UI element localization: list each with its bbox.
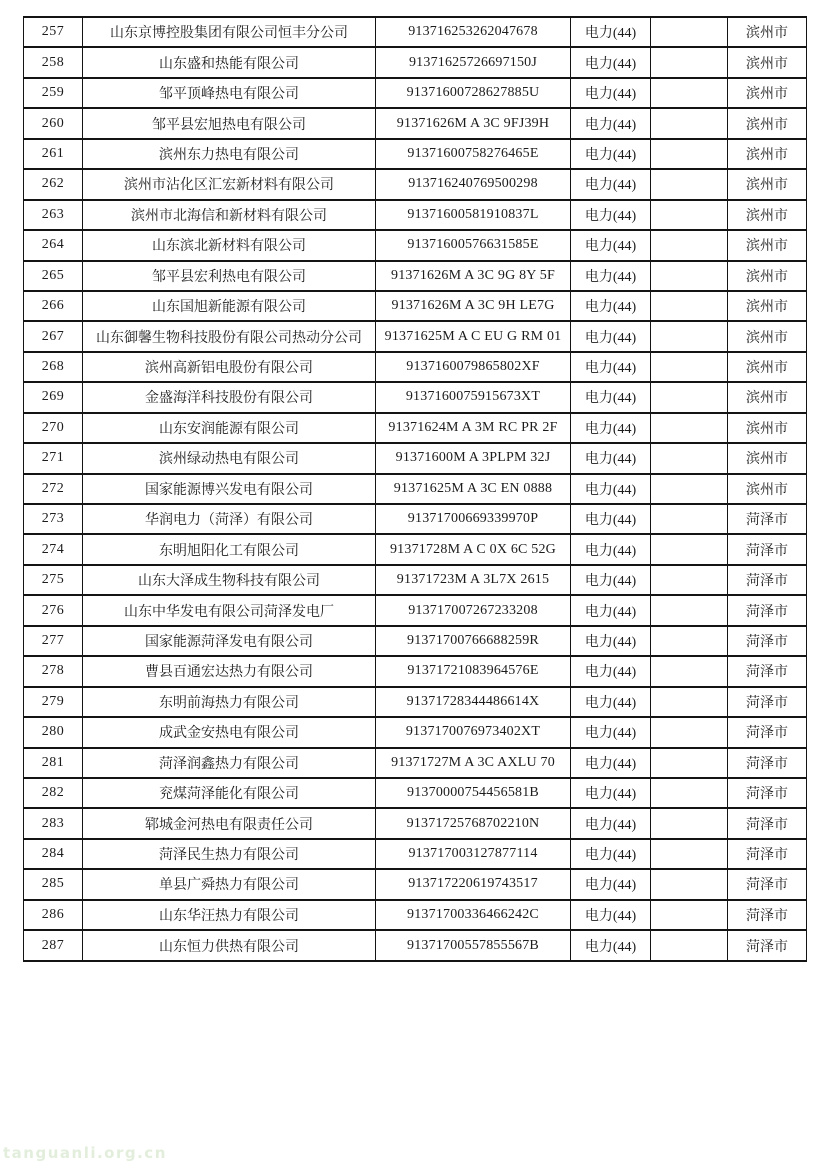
- cell-credit-code: 913717003127877114: [376, 839, 571, 869]
- cell-row-no: 285: [24, 869, 83, 899]
- cell-category: 电力(44): [571, 17, 651, 47]
- cell-company-name: 山东中华发电有限公司菏泽发电厂: [83, 595, 376, 625]
- cell-credit-code: 91371728344486614X: [376, 687, 571, 717]
- table-row: [24, 474, 807, 504]
- cell-city: 滨州市: [728, 139, 807, 169]
- cell-company-name: 滨州东力热电有限公司: [83, 139, 376, 169]
- cell-blank: [651, 200, 728, 230]
- cell-company-name: 东明旭阳化工有限公司: [83, 534, 376, 564]
- cell-city: 滨州市: [728, 413, 807, 443]
- cell-credit-code: 91371600581910837L: [376, 200, 571, 230]
- cell-category: 电力(44): [571, 534, 651, 564]
- cell-blank: [651, 474, 728, 504]
- cell-credit-code: 913716253262047678: [376, 17, 571, 47]
- cell-city: 菏泽市: [728, 717, 807, 747]
- table-row: [24, 352, 807, 382]
- cell-row-no: 263: [24, 200, 83, 230]
- cell-credit-code: 91371700336466242C: [376, 900, 571, 930]
- cell-row-no: 274: [24, 534, 83, 564]
- cell-category: 电力(44): [571, 78, 651, 108]
- table-row: [24, 413, 807, 443]
- cell-city: 滨州市: [728, 443, 807, 473]
- cell-blank: [651, 108, 728, 138]
- cell-city: 菏泽市: [728, 504, 807, 534]
- cell-blank: [651, 656, 728, 686]
- cell-city: 滨州市: [728, 17, 807, 47]
- cell-company-name: 菏泽润鑫热力有限公司: [83, 748, 376, 778]
- cell-city: 菏泽市: [728, 626, 807, 656]
- cell-category: 电力(44): [571, 200, 651, 230]
- cell-credit-code: 91371625726697150J: [376, 47, 571, 77]
- cell-city: 菏泽市: [728, 900, 807, 930]
- table-row: [24, 200, 807, 230]
- cell-company-name: 山东国旭新能源有限公司: [83, 291, 376, 321]
- company-table: [23, 16, 807, 962]
- cell-blank: [651, 382, 728, 412]
- cell-company-name: 邹平顶峰热电有限公司: [83, 78, 376, 108]
- cell-company-name: 滨州市北海信和新材料有限公司: [83, 200, 376, 230]
- cell-category: 电力(44): [571, 504, 651, 534]
- cell-credit-code: 9137160075915673XT: [376, 382, 571, 412]
- cell-row-no: 276: [24, 595, 83, 625]
- cell-city: 滨州市: [728, 108, 807, 138]
- cell-credit-code: 91371625M A 3C EN 0888: [376, 474, 571, 504]
- cell-row-no: 266: [24, 291, 83, 321]
- cell-city: 滨州市: [728, 382, 807, 412]
- cell-blank: [651, 78, 728, 108]
- cell-blank: [651, 291, 728, 321]
- cell-city: 菏泽市: [728, 839, 807, 869]
- cell-blank: [651, 17, 728, 47]
- cell-category: 电力(44): [571, 321, 651, 351]
- table-row: [24, 78, 807, 108]
- cell-company-name: 山东大泽成生物科技有限公司: [83, 565, 376, 595]
- cell-category: 电力(44): [571, 352, 651, 382]
- cell-blank: [651, 687, 728, 717]
- cell-company-name: 华润电力（菏泽）有限公司: [83, 504, 376, 534]
- table-row: [24, 261, 807, 291]
- cell-category: 电力(44): [571, 565, 651, 595]
- table-row: [24, 321, 807, 351]
- cell-city: 滨州市: [728, 321, 807, 351]
- cell-row-no: 279: [24, 687, 83, 717]
- cell-category: 电力(44): [571, 291, 651, 321]
- cell-city: 菏泽市: [728, 687, 807, 717]
- cell-company-name: 滨州市沾化区汇宏新材料有限公司: [83, 169, 376, 199]
- cell-row-no: 286: [24, 900, 83, 930]
- cell-row-no: 269: [24, 382, 83, 412]
- cell-company-name: 成武金安热电有限公司: [83, 717, 376, 747]
- cell-blank: [651, 352, 728, 382]
- cell-row-no: 270: [24, 413, 83, 443]
- cell-blank: [651, 930, 728, 961]
- cell-credit-code: 91371600728627885U: [376, 78, 571, 108]
- cell-credit-code: 91371600758276465E: [376, 139, 571, 169]
- cell-credit-code: 91371700766688259R: [376, 626, 571, 656]
- cell-company-name: 山东滨北新材料有限公司: [83, 230, 376, 260]
- cell-company-name: 国家能源博兴发电有限公司: [83, 474, 376, 504]
- cell-blank: [651, 900, 728, 930]
- table-row: [24, 169, 807, 199]
- cell-city: 滨州市: [728, 474, 807, 504]
- cell-city: 滨州市: [728, 47, 807, 77]
- cell-city: 滨州市: [728, 352, 807, 382]
- cell-credit-code: 913717220619743517: [376, 869, 571, 899]
- cell-credit-code: 91371626M A 3C 9G 8Y 5F: [376, 261, 571, 291]
- cell-city: 滨州市: [728, 169, 807, 199]
- cell-row-no: 277: [24, 626, 83, 656]
- table-row: [24, 808, 807, 838]
- cell-credit-code: 91371725768702210N: [376, 808, 571, 838]
- company-table-body: [24, 17, 807, 961]
- cell-credit-code: 9137160079865802XF: [376, 352, 571, 382]
- cell-category: 电力(44): [571, 443, 651, 473]
- table-row: [24, 778, 807, 808]
- table-row: [24, 900, 807, 930]
- table-row: [24, 17, 807, 47]
- cell-category: 电力(44): [571, 169, 651, 199]
- cell-row-no: 273: [24, 504, 83, 534]
- cell-credit-code: 91371727M A 3C AXLU 70: [376, 748, 571, 778]
- cell-blank: [651, 778, 728, 808]
- cell-row-no: 282: [24, 778, 83, 808]
- cell-city: 菏泽市: [728, 930, 807, 961]
- cell-company-name: 山东恒力供热有限公司: [83, 930, 376, 961]
- cell-company-name: 郓城金河热电有限责任公司: [83, 808, 376, 838]
- cell-category: 电力(44): [571, 869, 651, 899]
- cell-city: 菏泽市: [728, 534, 807, 564]
- cell-credit-code: 91371600576631585E: [376, 230, 571, 260]
- table-row: [24, 839, 807, 869]
- cell-city: 滨州市: [728, 261, 807, 291]
- table-row: [24, 717, 807, 747]
- cell-blank: [651, 321, 728, 351]
- cell-credit-code: 91371625M A C EU G RM 01: [376, 321, 571, 351]
- cell-row-no: 264: [24, 230, 83, 260]
- cell-blank: [651, 230, 728, 260]
- cell-credit-code: 91371721083964576E: [376, 656, 571, 686]
- cell-row-no: 287: [24, 930, 83, 961]
- cell-row-no: 281: [24, 748, 83, 778]
- cell-category: 电力(44): [571, 382, 651, 412]
- cell-row-no: 257: [24, 17, 83, 47]
- cell-company-name: 山东京博控股集团有限公司恒丰分公司: [83, 17, 376, 47]
- cell-blank: [651, 869, 728, 899]
- cell-row-no: 260: [24, 108, 83, 138]
- cell-blank: [651, 413, 728, 443]
- table-row: [24, 291, 807, 321]
- table-row: [24, 565, 807, 595]
- cell-blank: [651, 565, 728, 595]
- cell-company-name: 菏泽民生热力有限公司: [83, 839, 376, 869]
- cell-city: 菏泽市: [728, 869, 807, 899]
- cell-category: 电力(44): [571, 230, 651, 260]
- cell-category: 电力(44): [571, 717, 651, 747]
- cell-row-no: 275: [24, 565, 83, 595]
- cell-blank: [651, 504, 728, 534]
- cell-company-name: 山东安润能源有限公司: [83, 413, 376, 443]
- cell-blank: [651, 443, 728, 473]
- cell-row-no: 261: [24, 139, 83, 169]
- cell-category: 电力(44): [571, 474, 651, 504]
- cell-credit-code: 91371700669339970P: [376, 504, 571, 534]
- cell-category: 电力(44): [571, 808, 651, 838]
- cell-company-name: 山东御馨生物科技股份有限公司热动分公司: [83, 321, 376, 351]
- cell-category: 电力(44): [571, 413, 651, 443]
- cell-city: 菏泽市: [728, 565, 807, 595]
- cell-row-no: 258: [24, 47, 83, 77]
- table-row: [24, 382, 807, 412]
- cell-category: 电力(44): [571, 930, 651, 961]
- cell-blank: [651, 717, 728, 747]
- table-row: [24, 47, 807, 77]
- cell-category: 电力(44): [571, 687, 651, 717]
- cell-blank: [651, 534, 728, 564]
- cell-credit-code: 91371700557855567B: [376, 930, 571, 961]
- cell-credit-code: 91371723M A 3L7X 2615: [376, 565, 571, 595]
- cell-category: 电力(44): [571, 900, 651, 930]
- cell-blank: [651, 839, 728, 869]
- cell-category: 电力(44): [571, 47, 651, 77]
- cell-category: 电力(44): [571, 839, 651, 869]
- cell-city: 滨州市: [728, 291, 807, 321]
- watermark: tanguanli.org.cn: [3, 1144, 167, 1162]
- cell-credit-code: 91371626M A 3C 9FJ39H: [376, 108, 571, 138]
- cell-category: 电力(44): [571, 656, 651, 686]
- cell-city: 滨州市: [728, 78, 807, 108]
- table-row: [24, 748, 807, 778]
- cell-row-no: 268: [24, 352, 83, 382]
- table-row: [24, 443, 807, 473]
- cell-city: 菏泽市: [728, 656, 807, 686]
- cell-row-no: 280: [24, 717, 83, 747]
- cell-row-no: 272: [24, 474, 83, 504]
- cell-blank: [651, 808, 728, 838]
- cell-credit-code: 9137170076973402XT: [376, 717, 571, 747]
- cell-row-no: 265: [24, 261, 83, 291]
- cell-row-no: 259: [24, 78, 83, 108]
- table-row: [24, 930, 807, 961]
- table-row: [24, 869, 807, 899]
- cell-city: 菏泽市: [728, 808, 807, 838]
- cell-company-name: 山东盛和热能有限公司: [83, 47, 376, 77]
- cell-company-name: 曹县百通宏达热力有限公司: [83, 656, 376, 686]
- cell-blank: [651, 139, 728, 169]
- table-row: [24, 504, 807, 534]
- cell-city: 菏泽市: [728, 748, 807, 778]
- cell-row-no: 271: [24, 443, 83, 473]
- cell-credit-code: 91371624M A 3M RC PR 2F: [376, 413, 571, 443]
- cell-row-no: 262: [24, 169, 83, 199]
- cell-category: 电力(44): [571, 748, 651, 778]
- cell-city: 菏泽市: [728, 778, 807, 808]
- cell-category: 电力(44): [571, 139, 651, 169]
- cell-company-name: 兖煤菏泽能化有限公司: [83, 778, 376, 808]
- cell-blank: [651, 595, 728, 625]
- cell-company-name: 山东华汪热力有限公司: [83, 900, 376, 930]
- cell-row-no: 278: [24, 656, 83, 686]
- cell-category: 电力(44): [571, 108, 651, 138]
- cell-credit-code: 91371600M A 3PLPM 32J: [376, 443, 571, 473]
- cell-city: 滨州市: [728, 200, 807, 230]
- cell-category: 电力(44): [571, 626, 651, 656]
- table-row: [24, 595, 807, 625]
- cell-credit-code: 913717007267233208: [376, 595, 571, 625]
- cell-blank: [651, 748, 728, 778]
- cell-row-no: 267: [24, 321, 83, 351]
- cell-city: 滨州市: [728, 230, 807, 260]
- cell-row-no: 284: [24, 839, 83, 869]
- table-row: [24, 626, 807, 656]
- cell-company-name: 单县广舜热力有限公司: [83, 869, 376, 899]
- cell-company-name: 国家能源菏泽发电有限公司: [83, 626, 376, 656]
- cell-company-name: 滨州绿动热电有限公司: [83, 443, 376, 473]
- cell-category: 电力(44): [571, 261, 651, 291]
- table-row: [24, 534, 807, 564]
- cell-category: 电力(44): [571, 778, 651, 808]
- cell-blank: [651, 626, 728, 656]
- table-row: [24, 656, 807, 686]
- cell-blank: [651, 261, 728, 291]
- table-row: [24, 230, 807, 260]
- cell-company-name: 邹平县宏利热电有限公司: [83, 261, 376, 291]
- cell-blank: [651, 169, 728, 199]
- cell-category: 电力(44): [571, 595, 651, 625]
- cell-credit-code: 91371626M A 3C 9H LE7G: [376, 291, 571, 321]
- table-row: [24, 139, 807, 169]
- cell-credit-code: 91371728M A C 0X 6C 52G: [376, 534, 571, 564]
- cell-company-name: 金盛海洋科技股份有限公司: [83, 382, 376, 412]
- cell-row-no: 283: [24, 808, 83, 838]
- cell-company-name: 邹平县宏旭热电有限公司: [83, 108, 376, 138]
- cell-company-name: 东明前海热力有限公司: [83, 687, 376, 717]
- cell-credit-code: 913716240769500298: [376, 169, 571, 199]
- cell-city: 菏泽市: [728, 595, 807, 625]
- table-row: [24, 108, 807, 138]
- cell-blank: [651, 47, 728, 77]
- cell-credit-code: 91370000754456581B: [376, 778, 571, 808]
- cell-company-name: 滨州高新铝电股份有限公司: [83, 352, 376, 382]
- table-row: [24, 687, 807, 717]
